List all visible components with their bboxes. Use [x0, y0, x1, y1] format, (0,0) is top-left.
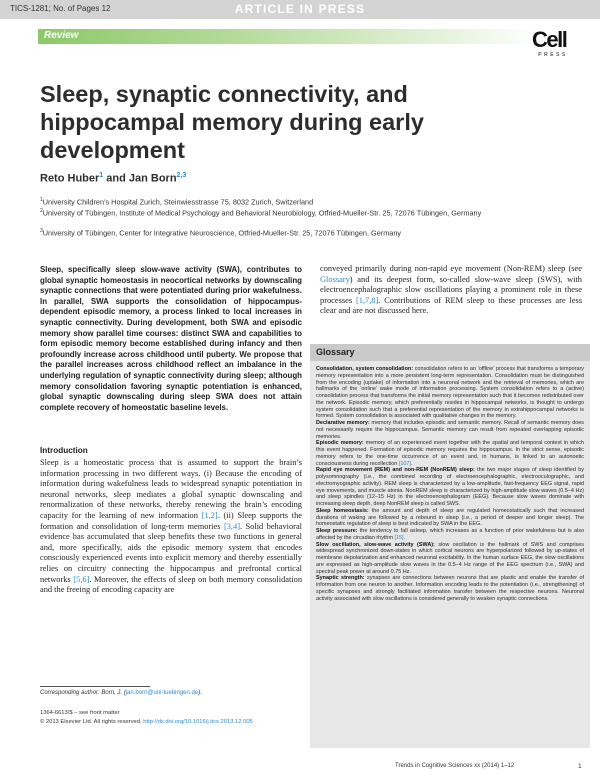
glossary-header [310, 344, 590, 361]
citation-link[interactable]: [5,6] [73, 574, 90, 584]
corresponding-author [40, 690, 202, 696]
glossary-definition: consolidation refers to an ‘offline’ process that transforms a temporary memory representation into a more persistent long-term representation. Consolidation must be distinguished from the encoding (uptake) of information into a neuronal network and the retrieval of memories, which are hallmarks of the ‘online’ wake mode of information processing. System consolidation refers to a (active) consolidation process that transforms the initial memory representation such that it becomes redistributed over the network. Episodic memory, which preferentially resides in hippocampal networks, is thought to undergo system consolidation such that a preferential representation of the memory in extrahippocampal networks is formed. System consolidation is associated with qualitative changes in the memory. [316, 366, 584, 420]
article-header-bar [0, 0, 600, 19]
glossary-definition: the two major stages of sleep identified by polysomnography (i.e., the combined recording of electroencephalographic, electrooculographic, and electromyographic activity). REM sleep is characterized by a low-amplitude, fast-frequency EEG signal, rapid eye movements, and muscle atonia. NonREM sleep is characterized by high-amplitude slow waves (0.5–4 Hz) and sleep spindles (12–15 Hz) in the electroencephalogram (EEG). Because slow waves dominate with increasing sleep depth, deep NonREM sleep is called SWS. [316, 467, 584, 507]
intro-text: Sleep is a homeostatic process that is assumed to support the brain’s information processing in two different ways. (i) Because the encoding of information during wakefulness leads to widespread synaptic potentiation in neuronal networks, sleep mediates a global synaptic downscaling and renormalization of these networks, thereby renewing the brain’s encoding capacity for the learning of new information [40, 458, 302, 520]
glossary-definition: memory that includes episodic and semantic memory. Recall of semantic memory does not necessarily require the hippocampus. Semantic memory can result from repeated overlapping episodic memories. [316, 420, 585, 440]
glossary-entry [316, 420, 584, 440]
glossary-term: Rapid eye movement (REM) and non-REM (NonREM) sleep: [316, 467, 475, 474]
author-affiliation-marker[interactable]: 1 [99, 172, 104, 179]
corresponding-end: ). [198, 690, 202, 696]
affiliation-marker: 3 [40, 228, 43, 234]
section-heading-introduction: Introduction [40, 446, 88, 455]
affiliation-text: University of Tübingen, Institute of Medical Psychology and Behavioral Neurobiology, Otfried-Mueller-Str. 25, 72076 Tübingen, Germany [42, 208, 482, 218]
glossary-definition: the tendency to fall asleep, which increases as a function of prior wakefulness but is also affected by the circadian rhythm [316, 528, 584, 541]
glossary-term: Synaptic strength: [316, 575, 365, 582]
glossary-entry [316, 467, 584, 508]
affiliation-text: University Children’s Hospital Zurich, Steinwiesstrasse 75, 8032 Zurich, Switzerland [42, 197, 314, 207]
glossary-definition: the amount and depth of sleep are regulated homeostatically such that increased durations of waking are followed by a rebound in sleep (i.e., a period of deeper and longer sleep). The homeostatic regulation of sleep is best indicated by SWA in the EEG. [316, 507, 584, 528]
logo-sub: PRESS [538, 52, 568, 58]
body-text: . Contributions of REM sleep to these processes are less clear and are not discussed here. [320, 295, 582, 316]
copyright-text: © 2013 Elsevier Ltd. All rights reserved. [40, 719, 144, 725]
glossary-definition: slow oscillation is the hallmark of SWS and comprises widespread synchronized down-states in which cortical neurons are hyperpolarized followed by up-states of membrane depolarization and enhanced neuronal excitability. In the human surface EEG, the slow oscillations are expressed as high-amplitude slow waves in the 0.5–4 Hz range of the EEG spectrum (i.e., SWA) and spectral peak power at around 0.75 Hz. [316, 541, 584, 575]
glossary-term: Sleep homeostasis: [316, 507, 369, 514]
glossary-definition-end: . [410, 460, 413, 467]
glossary-definition-end: . [403, 534, 406, 541]
author-name: Jan Born [128, 172, 177, 185]
journal-footer: Trends in Cognitive Sciences xx (2014) 1–12 [395, 763, 515, 769]
glossary-title: Glossary [316, 347, 355, 357]
corresponding-name: Born, J. ( [101, 690, 126, 696]
glossary-term: Consolidation, system consolidation: [316, 366, 414, 372]
glossary-box [310, 344, 590, 748]
intro-text: . (ii) Sleep supports the formation and consolidation of long-term memories [40, 510, 302, 531]
body-text: ) and its deepest form, so-called slow-wave sleep (SWS), with electroencephalographic slow oscillations playing a prominent role in these processes [320, 274, 582, 305]
affiliation [40, 207, 580, 218]
affiliation-marker: 2 [40, 208, 43, 214]
glossary-term: Declarative memory: [316, 420, 370, 426]
glossary-term: Slow oscillation, slow-wave activity (SWA): [316, 541, 435, 548]
glossary-entry [316, 528, 584, 542]
introduction-paragraph [40, 458, 302, 596]
section-tag [38, 29, 538, 44]
intro-text: . Moreover, the effects of sleep on both memory consolidation and the freeing of encoding capacity are [40, 574, 303, 595]
glossary-entry [316, 542, 584, 576]
affiliation-marker: 1 [40, 197, 43, 203]
abstract: Sleep, specifically sleep slow-wave activity (SWA), contributes to global synaptic homeostasis in neocortical networks by downscaling synaptic connections that were potentiated during prior wakefulness. In parallel, SWA supports the consolidation of hippocampus-dependent episodic memory, a process linked to local increases in synaptic connectivity. During development, both SWA and episodic memory show parallel time courses: distinct SWA and capabilities to form episodic memory become established during infancy and then profoundly increase across childhood until puberty. We propose that the parallel increases across childhood reflect an imbalance in the underlying regulation of synaptic connectivity during sleep; although memory consolidation favoring synaptic potentiation is enhanced, global synaptic downscaling during sleep SWA does not attain complete recovery of homeostatic baseline levels. [40, 265, 302, 412]
author-name: Reto Huber [40, 172, 100, 185]
glossary-definition: synapses are connections between neurons that are plastic and enable the transfer of information from one neuron to another. Information encoding leads to the potentiation (i.e., strengthening) of specific synapses and strongly facilitated information transfer between the respective neurons. Neuronal activity associated with slow oscillations is considered generally to weaken synaptic connections. [316, 575, 584, 602]
citation-link[interactable]: [3,4] [223, 521, 240, 531]
copyright-line [40, 719, 253, 725]
affiliation [40, 196, 580, 207]
right-column-paragraph [320, 264, 582, 317]
glossary-entries [316, 366, 584, 602]
intro-text: . Solid behavioral evidence has accumulated that sleep benefits these two functions in general and, more specifically, aids the episodic memory system that encodes consciously experienced events into explicit memory and thereby essentially relies on circuitry connecting the hippocampus and prefrontal cortical networks [40, 521, 302, 584]
glossary-entry [316, 575, 584, 602]
citation-link[interactable]: [1,7,8] [355, 295, 379, 305]
manuscript-ref: TICS-1281; No. of Pages 12 [10, 4, 111, 13]
affiliation-text: University of Tübingen, Center for Integrative Neuroscience, Otfried-Mueller-Str. 25, 72076 Tübingen, Germany [42, 228, 402, 238]
glossary-entry [316, 508, 584, 528]
glossary-definition: memory of an experienced event together with the spatial and temporal context in which this event happened. Formation of episodic memory requires the hippocampus. In the strict sense, episodic memory refers to the one-time occurrence of an event and, in humans, is linked to an autonoetic consciousness during recollection [316, 440, 584, 467]
cell-press-logo [532, 29, 574, 61]
page-number: 1 [578, 763, 582, 770]
author-list [40, 172, 186, 185]
logo-wordmark: Cell [532, 27, 567, 52]
citation-link[interactable]: [107] [398, 460, 411, 467]
affiliation [40, 227, 580, 238]
author-separator: and [103, 172, 129, 185]
footnote-divider [40, 686, 150, 687]
body-text: conveyed primarily during non-rapid eye movement (Non-REM) sleep (see [320, 264, 582, 273]
article-title: Sleep, synaptic connectivity, and hippocampal memory during early development [40, 81, 424, 163]
issn-line: 1364-6613/$ – see front matter [40, 710, 120, 716]
author-affiliation-marker[interactable]: 2,3 [176, 172, 187, 179]
glossary-term: Sleep pressure: [316, 528, 358, 534]
glossary-entry [316, 440, 584, 467]
article-in-press-banner: ARTICLE IN PRESS [234, 2, 366, 16]
corresponding-label: Corresponding author: [40, 690, 102, 696]
doi-link[interactable]: http://dx.doi.org/10.1016/j.tics.2013.12.005 [143, 719, 253, 725]
glossary-entry [316, 366, 584, 420]
glossary-link[interactable]: Glossary [320, 274, 350, 284]
glossary-term: Episodic memory: [316, 440, 364, 447]
author-email-link[interactable]: jan.born@uni-tuebingen.de [125, 690, 199, 696]
citation-link[interactable]: [1,2] [201, 510, 218, 520]
citation-link[interactable]: [15] [394, 534, 404, 541]
section-tag-label: Review [44, 30, 79, 41]
